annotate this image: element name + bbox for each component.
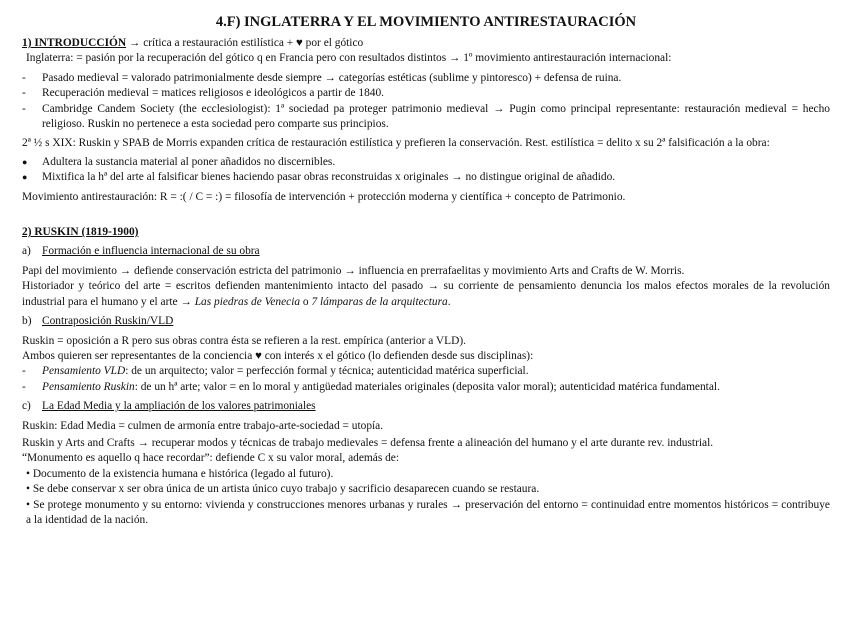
list-item: - Pasado medieval = valorado patrimonialmente desde siempre → categorías estéticas (sublime y pintoresco) + defensa de ruina.	[22, 71, 830, 86]
section-1-heading: 1) INTRODUCCIÓN	[22, 37, 127, 49]
list-item: - Recuperación medieval = matices religiosos e ideológicos a partir de 1840.	[22, 86, 830, 101]
subsection-a-heading	[22, 244, 830, 259]
paragraph: Papi del movimiento → defiende conservación estricta del patrimonio → influencia en prerrafaelitas y movimiento Arts and Crafts de W. Morris.	[22, 264, 685, 277]
italic-label: Pensamiento VLD	[42, 365, 126, 378]
item-text: : de un arquitecto; valor = perfección formal y técnica; autenticidad matérica superficial.	[125, 365, 529, 378]
list-item: ● Mixtifica la hª del arte al falsificar bienes haciendo pasar obras reconstruidas x originales → no distingue original de añadido.	[22, 170, 830, 185]
section-2-heading: 2) RUSKIN (1819-1900)	[22, 226, 139, 239]
value-list	[22, 467, 830, 529]
comparison-list	[22, 364, 830, 395]
subsection-letter: b)	[22, 315, 32, 328]
subsection-title: La Edad Media y la ampliación de los valores patrimoniales	[42, 400, 316, 413]
section-1-heading-rest: → crítica a restauración estilística + ♥ por el gótico	[126, 37, 364, 49]
list-item: ● Adultera la sustancia material al poner añadidos no discernibles.	[22, 155, 830, 170]
subsection-title: Formación e influencia internacional de su obra	[42, 245, 260, 258]
book-title: Las piedras de Venecia	[194, 295, 301, 308]
list-item: • Se protege monumento y su entorno: vivienda y construcciones menores urbanas y rurales → preservación del entorno = continuidad entre momentos históricos = contribuye a la identidad de la nación.	[26, 498, 830, 526]
paragraph: Movimiento antirestauración: R = :( / C = :) = filosofía de intervención + protección moderna y científica + concepto de Patrimonio.	[22, 190, 626, 203]
subsection-title: Contraposición Ruskin/VLD	[42, 315, 174, 328]
section-1-heading-line	[22, 36, 830, 51]
subsection-c-heading	[22, 399, 830, 414]
book-title: 7 lámparas de la arquitectura	[311, 295, 448, 308]
intro-paragraph: Inglaterra: = pasión por la recuperación del gótico q en Francia pero con resultados distintos → 1º movimiento antirestauración internacional:	[26, 52, 672, 65]
item-text: : de un hª arte; valor = en lo moral y antigüedad materiales originales (deposita valor moral); autenticidad matérica fundamental.	[134, 380, 720, 393]
list-item: - Cambridge Candem Society (the ecclesiologist): 1ª sociedad pa proteger patrimonio medieval → Pugin como principal representante: restauración medieval = hecho religioso. Ruskin no pertenece a esta sociedad pero comparte sus principios.	[22, 102, 830, 133]
document-page	[22, 10, 830, 528]
list-item	[22, 364, 830, 379]
conjunction: o	[300, 295, 312, 308]
italic-label: Pensamiento Ruskin	[42, 380, 135, 393]
subsection-b-heading	[22, 314, 830, 329]
paragraph: Ruskin = oposición a R pero sus obras contra ésta se refieren a la rest. empírica (anterior a VLD).	[22, 334, 466, 347]
paragraph-text: Historiador y teórico del arte = escritos defienden mantenimiento intacto del pasado → su corriente de pensamiento denuncia los malos efectos morales de la revolución industrial para el humano y el arte →	[22, 280, 830, 308]
period: .	[447, 295, 451, 308]
intro-dash-list	[22, 71, 830, 133]
paragraph: 2ª ½ s XIX: Ruskin y SPAB de Morris expanden crítica de restauración estilística y prefieren la conservación. Rest. estilística = delito x su 2ª falsificación a la obra:	[22, 137, 770, 150]
paragraph: Ambos quieren ser representantes de la conciencia ♥ con interés x el gótico (lo defienden desde sus disciplinas):	[22, 349, 534, 362]
paragraph: Ruskin y Arts and Crafts → recuperar modos y técnicas de trabajo medievales = defensa frente a alineación del humano y el arte durante rev. industrial.	[22, 436, 714, 449]
list-item	[22, 380, 830, 395]
bullet-list	[22, 155, 830, 186]
paragraph: “Monumento es aquello q hace recordar”: defiende C x su valor moral, además de:	[22, 452, 400, 465]
list-item: • Se debe conservar x ser obra única de un artista único cuyo trabajo y sacrificio desaparecen cuando se restaura.	[26, 483, 540, 496]
list-item: • Documento de la existencia humana e histórica (legado al futuro).	[26, 467, 334, 480]
paragraph-books	[22, 279, 830, 310]
subsection-letter: a)	[22, 245, 31, 258]
subsection-letter: c)	[22, 400, 31, 413]
page-title: 4.F) INGLATERRA Y EL MOVIMIENTO ANTIRESTAURACIÓN	[215, 14, 637, 30]
paragraph: Ruskin: Edad Media = culmen de armonía entre trabajo-arte-sociedad = utopía.	[22, 419, 384, 432]
